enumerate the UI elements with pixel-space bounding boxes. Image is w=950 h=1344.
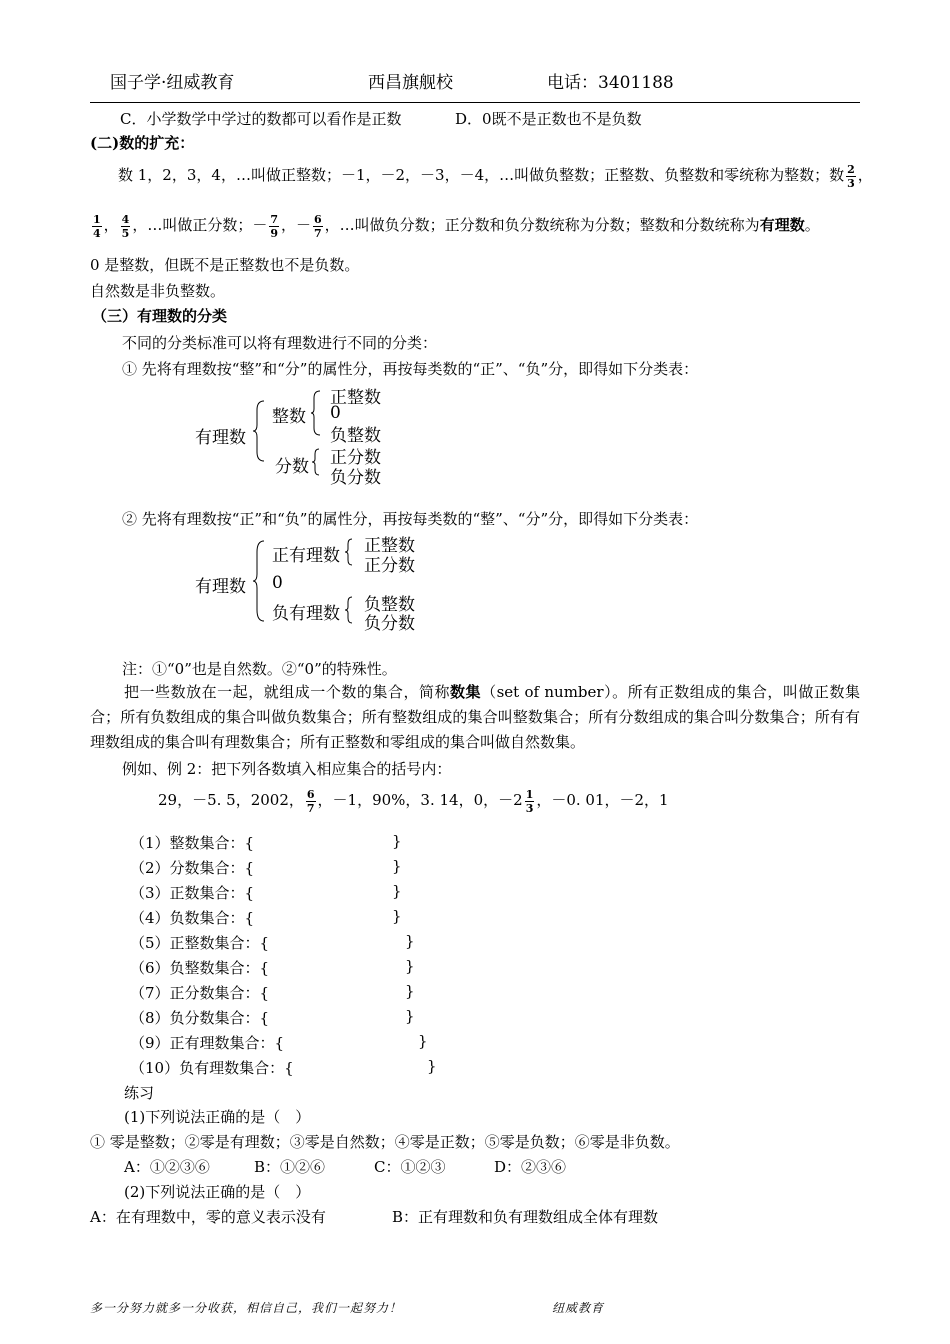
set-close: } bbox=[392, 882, 402, 900]
set-negative-integer: （6）负整数集合：{ bbox=[130, 959, 270, 977]
set-close: } bbox=[405, 1007, 415, 1025]
set-integer: （1）整数集合：{ bbox=[130, 834, 255, 852]
tree1-frac-item-2: 负分数 bbox=[330, 468, 381, 488]
section3-intro: 不同的分类标准可以将有理数进行不同的分类： bbox=[122, 334, 438, 352]
fraction-6-7-example: $\frac{6}{7}$ bbox=[306, 787, 315, 815]
set-positive-integer: （5）正整数集合：{ bbox=[130, 934, 270, 952]
tree2-neg-item-1: 负整数 bbox=[364, 595, 415, 615]
tree2-neg-item-2: 负分数 bbox=[364, 614, 415, 634]
tree2-pos-item-2: 正分数 bbox=[364, 556, 415, 576]
practice-q1-option-c: C：①②③ bbox=[374, 1158, 446, 1176]
section2-line1-text: 数 1，2，3，4，…叫做正整数；－1，－2，－3，－4，…叫做负整数；正整数、负整数和零统称为整数；数 bbox=[118, 166, 845, 184]
tree1-root-brace bbox=[252, 400, 266, 462]
set-close: } bbox=[418, 1032, 428, 1050]
option-c: C．小学数学中学过的数都可以看作是正数 bbox=[120, 110, 402, 128]
tree2-root-brace bbox=[252, 540, 266, 622]
example-numbers: 29，－5. 5，2002， $\frac{6}{7}$ ，－1，90%，3. 14，0，－2 $\frac{1}{3}$ ，－0. 01，－2，1 bbox=[158, 787, 669, 815]
tree2-neg-brace bbox=[344, 596, 354, 624]
tree1-frac-brace bbox=[311, 448, 321, 476]
option-d: D．0既不是正数也不是负数 bbox=[455, 110, 642, 128]
tree1-root: 有理数 bbox=[195, 428, 246, 448]
fraction-7-9: $\frac{7}{9}$ bbox=[270, 212, 278, 240]
set-positive-rational: （9）正有理数集合：{ bbox=[130, 1034, 285, 1052]
tree1-int: 整数 bbox=[272, 407, 306, 427]
practice-q2-option-a: A：在有理数中，零的意义表示没有 bbox=[90, 1208, 326, 1226]
set-close: } bbox=[392, 857, 402, 875]
tree2-pos-brace bbox=[344, 538, 354, 566]
section2-line4: 自然数是非负整数。 bbox=[90, 282, 226, 300]
bold-number-set: 数集 bbox=[450, 683, 482, 701]
method1-text: ① 先将有理数按“整”和“分”的属性分，再按每类数的“正”、“负”分，即得如下分类表： bbox=[122, 360, 699, 378]
section2-line3: 0 是整数，但既不是正整数也不是负数。 bbox=[90, 256, 360, 274]
example-title: 例如、例 2：把下列各数填入相应集合的括号内： bbox=[122, 760, 452, 778]
practice-q2-option-b: B：正有理数和负有理数组成全体有理数 bbox=[392, 1208, 659, 1226]
set-negative-rational: （10）负有理数集合：{ bbox=[130, 1059, 294, 1077]
tree1-int-brace bbox=[310, 390, 322, 436]
practice-q1-option-b: B：①②⑥ bbox=[254, 1158, 326, 1176]
header-left: 国子学·纽威教育 bbox=[110, 73, 235, 93]
tree1-int-item-3: 负整数 bbox=[330, 426, 381, 446]
fraction-6-7: $\frac{6}{7}$ bbox=[314, 212, 322, 240]
practice-q1-option-d: D：②③⑥ bbox=[494, 1158, 567, 1176]
tree2-zero: 0 bbox=[272, 573, 283, 593]
tree1-frac-item-1: 正分数 bbox=[330, 448, 381, 468]
tree1-int-item-2: 0 bbox=[330, 403, 341, 423]
set-negative-fraction: （8）负分数集合：{ bbox=[130, 1009, 270, 1027]
set-close: } bbox=[427, 1057, 437, 1075]
method2-text: ② 先将有理数按“正”和“负”的属性分，再按每类数的“整”、“分”分，即得如下分类表： bbox=[122, 510, 699, 528]
set-close: } bbox=[405, 957, 415, 975]
footer-brand: 纽威教育 bbox=[552, 1301, 605, 1315]
set-close: } bbox=[392, 832, 402, 850]
bold-rational: 有理数 bbox=[759, 216, 805, 234]
practice-q1-items: ① 零是整数；②零是有理数；③零是自然数；④零是正数；⑤零是负数；⑥零是非负数。 bbox=[90, 1133, 680, 1151]
header-rule bbox=[90, 102, 860, 103]
set-negative: （4）负数集合：{ bbox=[130, 909, 255, 927]
footer-motto: 多一分努力就多一分收获，相信自己，我们一起努力！ bbox=[90, 1301, 403, 1315]
set-positive: （3）正数集合：{ bbox=[130, 884, 255, 902]
fraction-2-3: $\frac{2}{3}$ bbox=[847, 162, 855, 190]
fraction-4-5: $\frac{4}{5}$ bbox=[121, 212, 130, 240]
tree2-neg: 负有理数 bbox=[272, 604, 340, 624]
set-close: } bbox=[405, 982, 415, 1000]
set-close: } bbox=[392, 907, 402, 925]
tree2-pos-item-1: 正整数 bbox=[364, 536, 415, 556]
tree2-root: 有理数 bbox=[195, 577, 246, 597]
set-paragraph: 把一些数放在一起，就组成一个数的集合，简称数集（set of number）。所有正数组成的集合，叫做正数集合；所有负数组成的集合叫做负数集合；所有整数组成的集合叫整数集合；所有分数组成的集合叫分数集合；所有有理数组成的集合叫有理数集合；所有正整数和零组成的集合叫做自然数集。 bbox=[90, 683, 860, 751]
fraction-1-4: $\frac{1}{4}$ bbox=[93, 212, 101, 240]
section3-title: （三）有理数的分类 bbox=[92, 307, 228, 325]
header-right: 电话：3401188 bbox=[547, 73, 674, 93]
tree2-pos: 正有理数 bbox=[272, 546, 340, 566]
tree1-frac: 分数 bbox=[275, 457, 309, 477]
fraction-1-3-example: $\frac{1}{3}$ bbox=[525, 787, 534, 815]
section2-title: (二)数的扩充： bbox=[90, 134, 195, 152]
practice-q1: (1)下列说法正确的是（ ） bbox=[124, 1108, 311, 1126]
practice-q2: (2)下列说法正确的是（ ） bbox=[124, 1183, 311, 1201]
header-middle: 西昌旗舰校 bbox=[368, 73, 453, 93]
note-text: 注：①“0”也是自然数。②“0”的特殊性。 bbox=[122, 660, 397, 678]
set-close: } bbox=[405, 932, 415, 950]
section2-line1: 数 1，2，3，4，…叫做正整数；－1，－2，－3，－4，…叫做负整数；正整数、负整数和零统称为整数；数 $\frac{2}{3}$ ， bbox=[118, 162, 873, 190]
set-positive-fraction: （7）正分数集合：{ bbox=[130, 984, 270, 1002]
practice-title: 练习 bbox=[124, 1084, 155, 1102]
tree1-int-item-1: 正整数 bbox=[330, 388, 381, 408]
set-fraction: （2）分数集合：{ bbox=[130, 859, 255, 877]
practice-q1-option-a: A：①②③⑥ bbox=[124, 1158, 210, 1176]
section2-line2: $\frac{1}{4}$ ， $\frac{4}{5}$ ，…叫做正分数；－ $\frac{7}{9}$ ，－ $\frac{6}{7}$ ，…叫做负分数；正分数和负分数统称为分数；整数和分数统称为有理数。 bbox=[93, 212, 820, 240]
